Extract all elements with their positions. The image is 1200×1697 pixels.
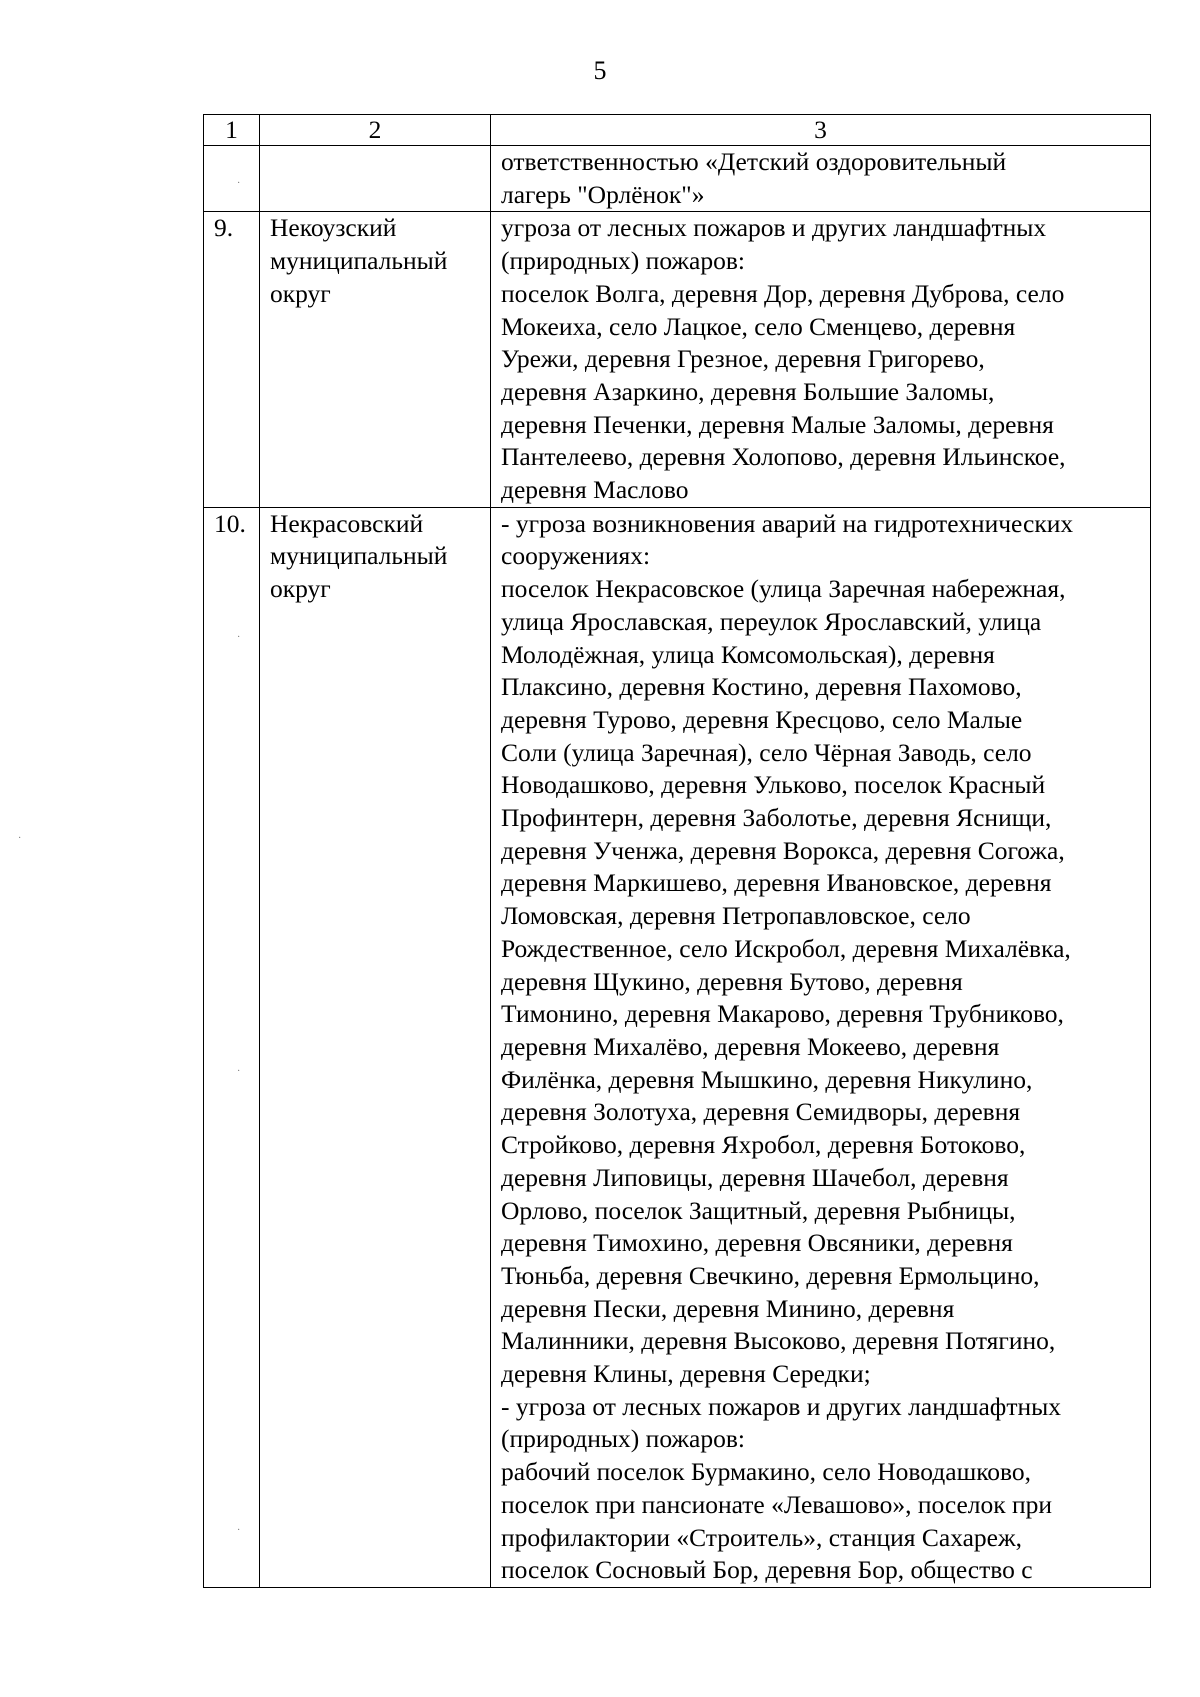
content-text-line: лагерь "Орлёнок"» [501,179,705,209]
district-name-line: муниципальный [270,246,448,276]
header-cell-3: 3 [491,115,1151,146]
row-number-cell [204,146,260,212]
scan-speck: · [237,1066,241,1077]
content-cell [491,212,1151,507]
content-text-line: деревня Азаркино, деревня Большие Заломы, [501,376,995,406]
content-text-line: деревня Тимохино, деревня Овсяники, деревня [501,1228,1013,1258]
content-text-line: Орлово, поселок Защитный, деревня Рыбницы, [501,1195,1016,1225]
content-text-line: Соли (улица Заречная), село Чёрная Заводь, село [501,737,1032,767]
content-text-line: поселок Некрасовское (улица Заречная набережная, [501,574,1066,604]
content-text-line: деревня Золотуха, деревня Семидворы, деревня [501,1097,1021,1127]
content-text-line: Новодашково, деревня Ульково, поселок Красный [501,770,1046,800]
district-cell [260,146,491,212]
content-text-line: деревня Михалёво, деревня Мокеево, деревня [501,1031,1000,1061]
content-text-line: поселок Волга, деревня Дор, деревня Дуброва, село [501,278,1065,308]
content-text-line: профилактории «Строитель», станция Сахареж, [501,1522,1022,1552]
content-text-line: Молодёжная, улица Комсомольская), деревня [501,639,995,669]
content-text-line: Малинники, деревня Высоково, деревня Потягино, [501,1326,1056,1356]
table-row [204,212,1151,507]
content-text-line: ответственностью «Детский оздоровительный [501,147,1007,176]
content-text-line: деревня Печенки, деревня Малые Заломы, деревня [501,409,1054,439]
content-text-line: деревня Маслово [501,475,689,505]
page-number: 5 [593,56,607,85]
scan-speck: · [237,178,241,189]
content-text-line: Тимонино, деревня Макарово, деревня Трубниково, [501,999,1064,1029]
content-text-line: Ломовская, деревня Петропавловское, село [501,901,971,931]
content-text-line: улица Ярославская, переулок Ярославский, улица [501,606,1042,636]
content-text-line: Стройково, деревня Яхробол, деревня Ботоково, [501,1130,1026,1160]
content-text-line: рабочий поселок Бурмакино, село Новодашково, [501,1457,1032,1487]
content-text-line: деревня Липовицы, деревня Шачебол, деревня [501,1162,1009,1192]
content-text-line: - угроза от лесных пожаров и других ландшафтных [501,1391,1061,1421]
content-text-line: Пантелеево, деревня Холопово, деревня Ильинское, [501,442,1066,472]
content-cell [491,146,1151,212]
content-text-line: деревня Маркишево, деревня Ивановское, деревня [501,868,1052,898]
content-text-line: угроза от лесных пожаров и других ландшафтных [501,213,1047,243]
district-name-line: округ [270,574,331,604]
settlements-table [203,114,1151,1588]
table-row [204,507,1151,1587]
content-cell [491,507,1151,1587]
district-name-line: Некоузский [270,213,397,243]
content-text-line: Рождественное, село Искробол, деревня Михалёвка, [501,933,1071,963]
content-text-line: (природных) пожаров: [501,246,745,276]
content-text-line: Урежи, деревня Грезное, деревня Григорево, [501,344,985,374]
content-text-line: поселок Сосновый Бор, деревня Бор, общество с [501,1555,1033,1585]
header-cell-1: 1 [204,115,260,146]
table-header-row [204,115,1151,146]
content-text-line: поселок при пансионате «Левашово», поселок при [501,1489,1053,1519]
content-text-line: деревня Щукино, деревня Бутово, деревня [501,966,963,996]
content-text-line: Плаксино, деревня Костино, деревня Пахомово, [501,672,1022,702]
scan-speck: · [237,1525,241,1536]
content-text-line: деревня Ученжа, деревня Ворокса, деревня Согожа, [501,835,1065,865]
district-name-line: муниципальный [270,541,448,571]
table-row [204,146,1151,212]
row-number-cell: 9. [204,212,260,507]
district-name-line: Некрасовский [270,508,424,538]
row-number-cell: 10. [204,507,260,1587]
content-text-line: Профинтерн, деревня Заболотье, деревня Яснищи, [501,803,1052,833]
content-text-line: Мокеиха, село Лацкое, село Сменцево, деревня [501,311,1016,341]
district-cell [260,212,491,507]
content-text-line: сооружениях: [501,541,651,571]
content-text-line: деревня Турово, деревня Кресцово, село Малые [501,704,1023,734]
content-text-line: Тюньба, деревня Свечкино, деревня Ермольцино, [501,1260,1040,1290]
content-text-line: Филёнка, деревня Мышкино, деревня Никулино, [501,1064,1033,1094]
header-cell-2: 2 [260,115,491,146]
district-cell [260,507,491,1587]
district-name-line: округ [270,278,331,308]
content-text-line: - угроза возникновения аварий на гидротехнических [501,508,1074,538]
content-text-line: (природных) пожаров: [501,1424,745,1454]
content-text-line: деревня Клины, деревня Середки; [501,1359,871,1389]
scan-speck: · [18,833,22,844]
content-text-line: деревня Пески, деревня Минино, деревня [501,1293,955,1323]
scan-speck: · [237,632,241,643]
